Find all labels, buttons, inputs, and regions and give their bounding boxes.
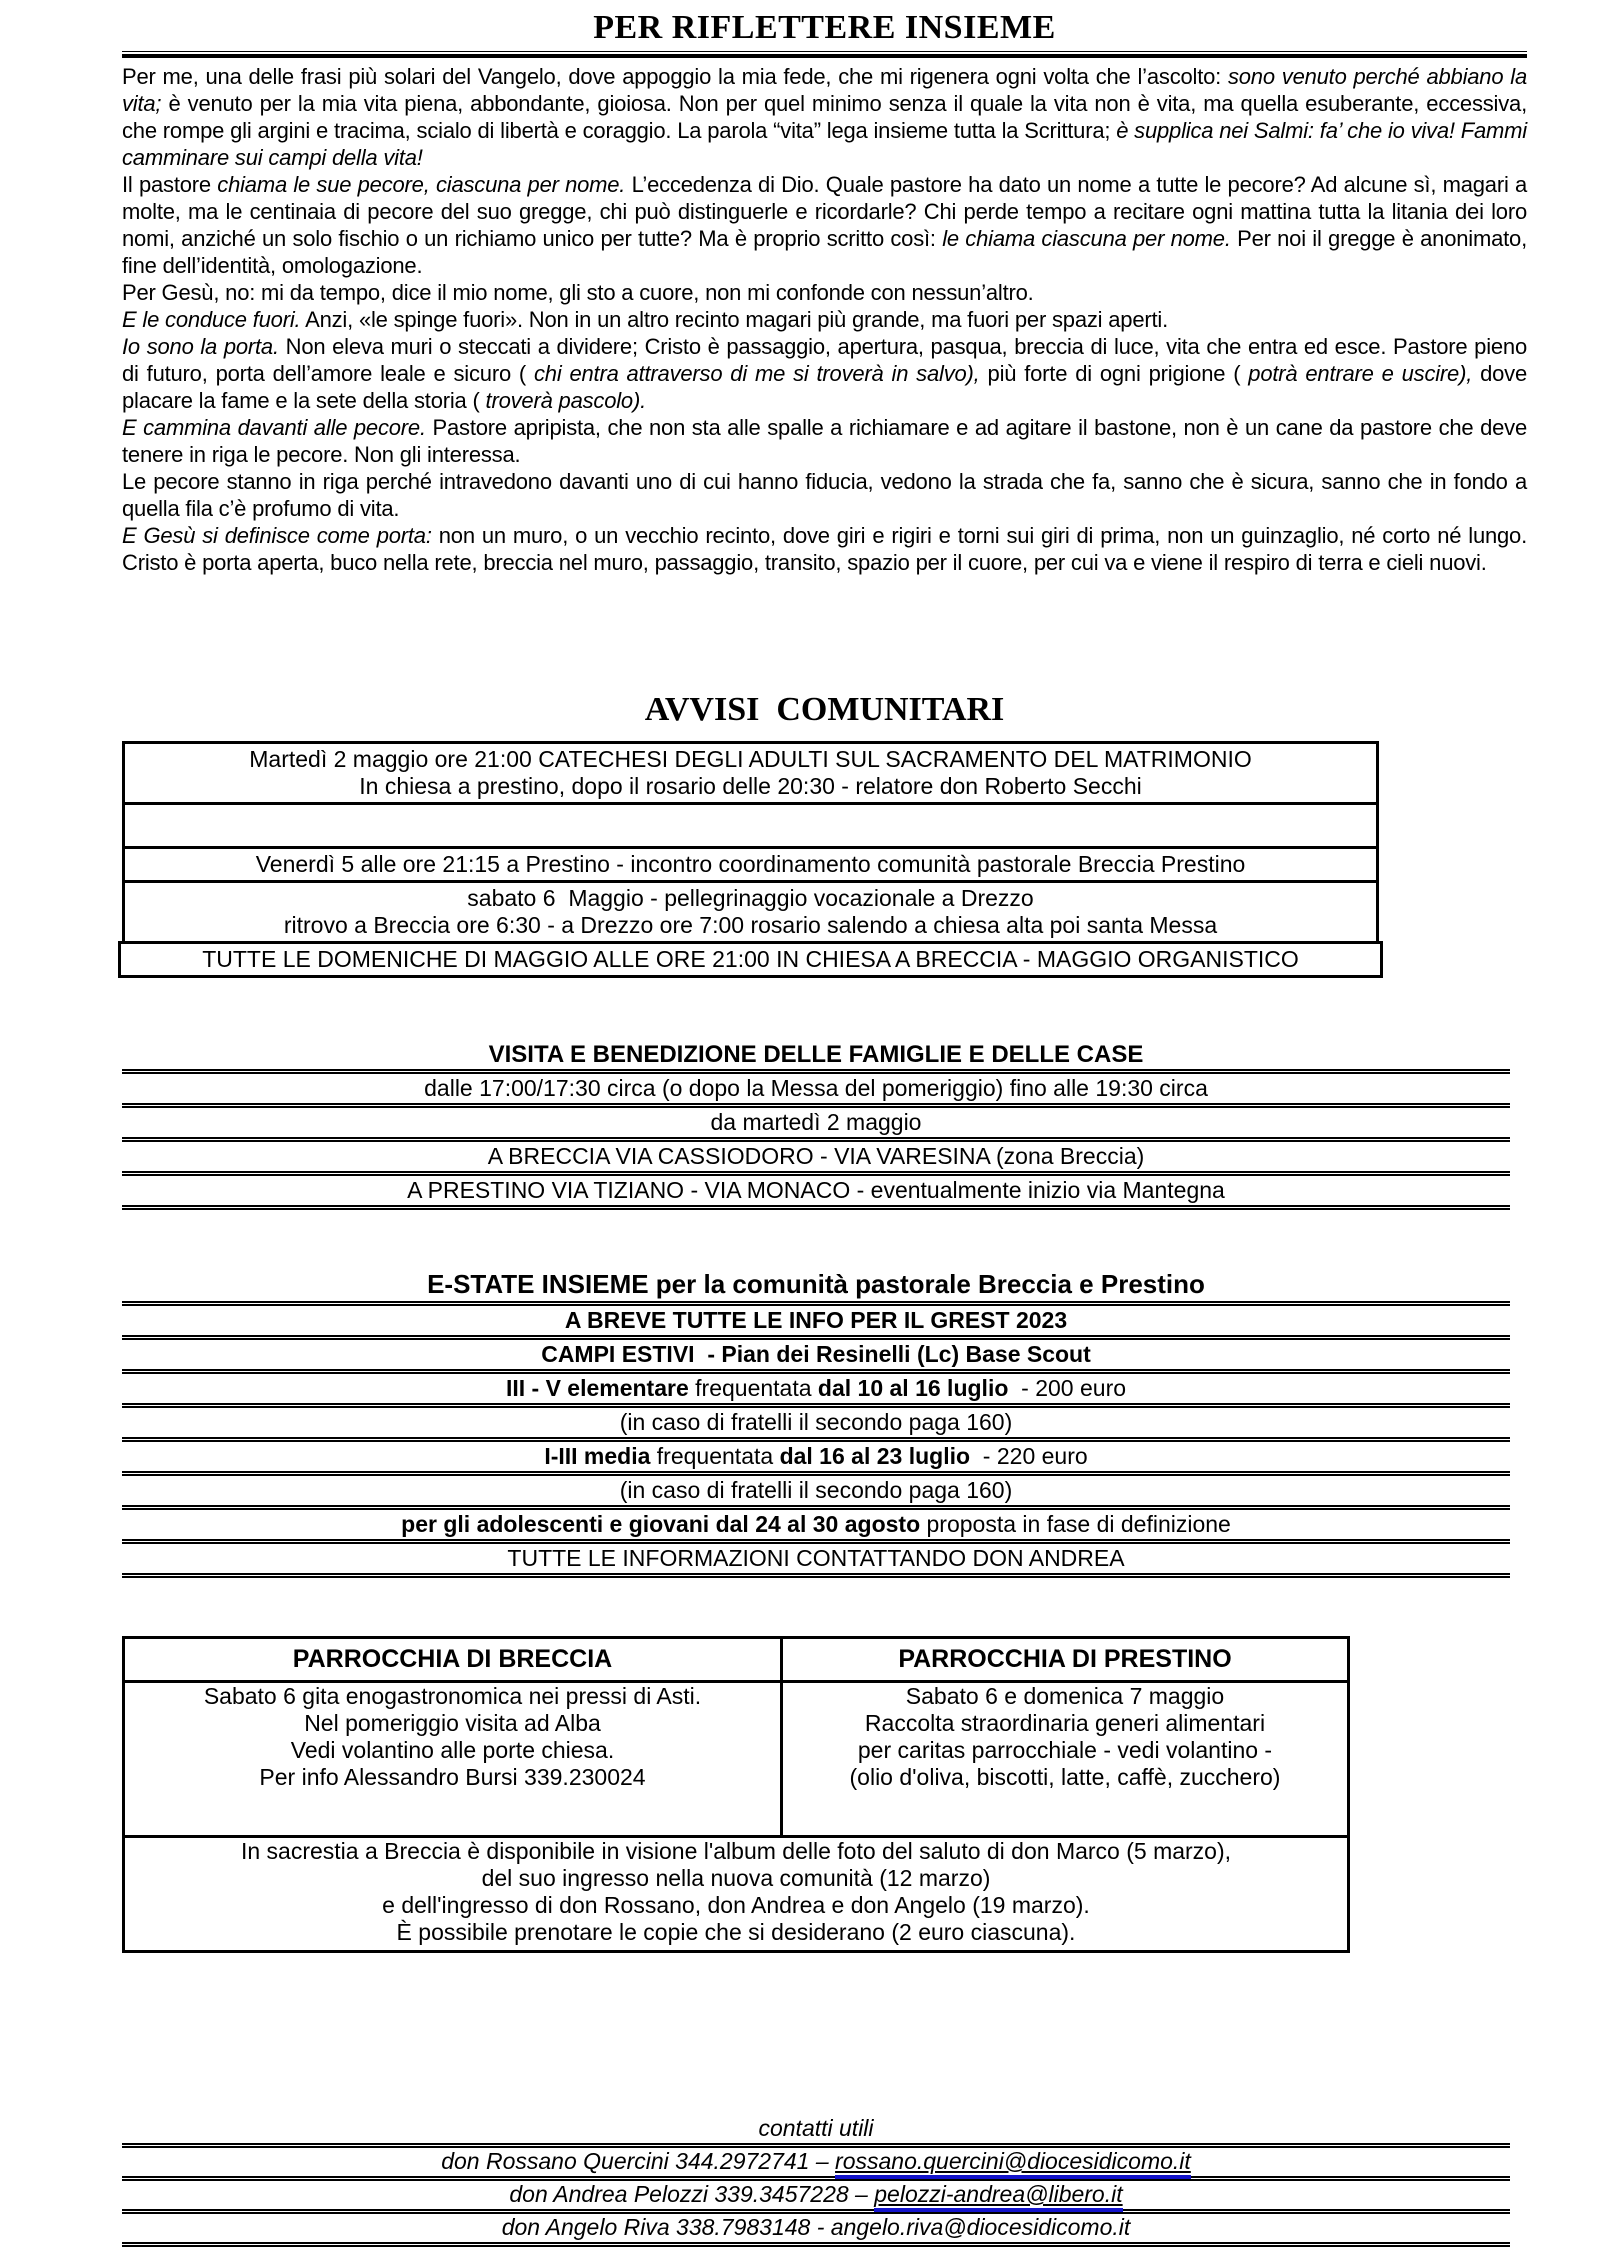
text-segment: dal 16 al 23 luglio (779, 1443, 971, 1469)
text-segment: III - V elementare (505, 1375, 689, 1401)
text-segment: Per Gesù, no: mi da tempo, dice il mio nome, gli sto a cuore, non mi confonde con nessun’altro. (122, 280, 1034, 305)
announcement-box-maggio-organistico (118, 941, 1383, 978)
text-segment: chiama le sue pecore, ciascuna per nome. (217, 172, 626, 197)
reflection-paragraph (122, 279, 1527, 306)
text-segment: più forte di ogni prigione ( (979, 361, 1249, 386)
text-segment: proposta in fase di definizione (920, 1511, 1231, 1537)
estate-row (122, 1544, 1510, 1578)
text-segment: Le pecore stanno in riga perché intravedono davanti uno di cui hanno fiducia, vedono la strada che fa, sanno che è sicura, sanno che in fondo a quella fila c’è profumo di vita. (122, 469, 1527, 521)
estate-section (122, 1268, 1510, 1578)
announcement-box-pellegrinaggio (122, 880, 1379, 944)
text-segment: E-STATE INSIEME per la comunità pastorale Breccia e Prestino (427, 1269, 1205, 1299)
cell-line: per caritas parrocchiale - vedi volantino - (857, 1737, 1273, 1763)
text-segment: chi entra attraverso di me si troverà in salvo), (534, 361, 980, 386)
text-segment: E Gesù si definisce come porta: (122, 523, 432, 548)
parish-footer-cell (124, 1837, 1349, 1952)
parish-prestino-header: PARROCCHIA DI PRESTINO (782, 1638, 1349, 1682)
text-segment: E le conduce fuori. (122, 307, 301, 332)
announcement-box-empty (122, 802, 1379, 849)
text-segment: TUTTE LE INFORMAZIONI CONTATTANDO DON ANDREA (507, 1545, 1125, 1571)
text-segment: è venuto per la mia vita piena, abbondante, gioiosa. Non per quel minimo senza il quale la vita non è vita, ma quella esuberante, eccessiva, che rompe gli argini e tracima, scialo di libertà e coraggio. La parola “vita” lega insieme tutta la Scrittura; (122, 91, 1527, 143)
parish-footer-row (124, 1837, 1349, 1952)
estate-row (122, 1306, 1510, 1340)
text-segment: Non eleva muri o steccati a dividere; Cristo è passaggio, apertura, pasqua, breccia di luce, vita che entra ed esce. Pastore pieno di futuro, porta dell’amore leale e sicuro ( (122, 334, 1528, 386)
contacts-section (122, 2115, 1510, 2247)
estate-row (122, 1408, 1510, 1442)
estate-row (122, 1442, 1510, 1476)
avvisi-section-title: AVVISI COMUNITARI (644, 691, 1005, 728)
cell-line: Sabato 6 e domenica 7 maggio (905, 1683, 1225, 1709)
text-segment: angelo.riva@diocesidicomo.it (830, 2214, 1131, 2240)
text-segment: (in caso di fratelli il secondo paga 160) (619, 1409, 1013, 1435)
cell-line: del suo ingresso nella nuova comunità (12 marzo) (481, 1865, 991, 1891)
text-segment: non un muro, o un vecchio recinto, dove giri e rigiri e torni sui giri di prima, non un guinzaglio, né corto né lungo. Cristo è porta aperta, buco nella rete, breccia nel muro, passaggio, transito, spazio per il cuore, per cui va e viene il respiro di terra e cieli nuovi. (122, 523, 1527, 575)
reflection-text (122, 63, 1527, 685)
reflection-paragraph (122, 171, 1527, 279)
parish-breccia-cell (124, 1682, 782, 1837)
announcement-line: In chiesa a prestino, dopo il rosario delle 20:30 - relatore don Roberto Secchi (359, 773, 1142, 799)
estate-row (122, 1510, 1510, 1544)
text-segment: L’eccedenza di Dio. Quale pastore ha dato un nome a tutte le pecore? Ad alcune sì, magari a molte, ma le centinaia di pecore del suo gregge, chi può distinguerle e ricordarle? Chi perde tempo a recitare ogni mattina tutta la litania dei loro nomi, anziché un solo fischio o un richiamo unico per tutte? Ma è proprio scritto così: (122, 172, 1528, 251)
announcement-line: Martedì 2 maggio ore 21:00 CATECHESI DEGLI ADULTI SUL SACRAMENTO DEL MATRIMONIO (249, 746, 1252, 772)
reflection-paragraph (122, 306, 1527, 333)
estate-title (122, 1268, 1510, 1306)
cell-line: Raccolta straordinaria generi alimentari (864, 1710, 1266, 1736)
email-link[interactable]: pelozzi-andrea@libero.it (874, 2181, 1122, 2212)
text-segment: Il pastore (122, 172, 218, 197)
text-segment: - 200 euro (1008, 1375, 1127, 1401)
text-segment: don Rossano Quercini 344.2972741 – (441, 2148, 836, 2174)
visita-title: VISITA E BENEDIZIONE DELLE FAMIGLIE E DELLE CASE (122, 1040, 1510, 1074)
text-segment: A BREVE TUTTE LE INFO PER IL GREST 2023 (564, 1307, 1068, 1333)
text-segment: dove placare la fame e la sete della storia ( (122, 361, 1527, 413)
text-segment: potrà entrare e uscire), (1248, 361, 1473, 386)
reflection-paragraph (122, 63, 1527, 171)
visita-row: da martedì 2 maggio (122, 1108, 1510, 1142)
contact-row (122, 2181, 1510, 2214)
text-segment: don Andrea Pelozzi 339.3457228 – (509, 2181, 875, 2207)
reflection-paragraph (122, 468, 1527, 522)
contact-row (122, 2148, 1510, 2181)
text-segment: CAMPI ESTIVI - Pian dei Resinelli (Lc) Base Scout (541, 1341, 1091, 1367)
parish-prestino-cell (782, 1682, 1349, 1837)
contact-row (122, 2214, 1510, 2247)
text-segment: troverà pascolo). (485, 388, 646, 413)
reflection-paragraph (122, 414, 1527, 468)
cell-line: È possibile prenotare le copie che si desiderano (2 euro ciascuna). (396, 1919, 1076, 1945)
text-segment: sono venuto perché abbiano la vita; (122, 64, 1527, 116)
reflection-paragraph (122, 522, 1527, 576)
announcement-box-coordinamento (122, 846, 1379, 883)
parish-header-row (124, 1638, 1349, 1682)
estate-row (122, 1374, 1510, 1408)
text-segment: è supplica nei Salmi: fa’ che io viva! Fammi camminare sui campi della vita! (122, 118, 1527, 170)
avvisi-boxes (122, 741, 1527, 978)
text-segment: Per me, una delle frasi più solari del Vangelo, dove appoggio la mia fede, che mi rigenera ogni volta che l’ascolto: (122, 64, 1228, 89)
text-segment: I-III media (544, 1443, 651, 1469)
cell-line: e dell'ingresso di don Rossano, don Andrea e don Angelo (19 marzo). (382, 1892, 1090, 1918)
reflection-paragraph (122, 333, 1527, 414)
announcement-line: TUTTE LE DOMENICHE DI MAGGIO ALLE ORE 21:00 IN CHIESA A BRECCIA - MAGGIO ORGANISTICO (202, 946, 1299, 972)
text-segment: le chiama ciascuna per nome. (942, 226, 1231, 251)
visita-row: A BRECCIA VIA CASSIODORO - VIA VARESINA (zona Breccia) (122, 1142, 1510, 1176)
visita-section (122, 1040, 1510, 1210)
text-segment: Anzi, «le spinge fuori». Non in un altro recinto magari più grande, ma fuori per spazi aperti. (300, 307, 1169, 332)
page-content (122, 0, 1527, 2247)
text-segment: frequentata (650, 1443, 780, 1469)
email-link[interactable]: rossano.quercini@diocesidicomo.it (835, 2148, 1191, 2179)
parish-body-row (124, 1682, 1349, 1837)
visita-row: dalle 17:00/17:30 circa (o dopo la Messa del pomeriggio) fino alle 19:30 circa (122, 1074, 1510, 1108)
cell-line: Per info Alessandro Bursi 339.230024 (259, 1764, 646, 1790)
text-segment: Io sono la porta. (122, 334, 279, 359)
cell-line: (olio d'oliva, biscotti, latte, caffè, zucchero) (849, 1764, 1281, 1790)
parish-table (122, 1636, 1350, 1953)
text-segment: per gli adolescenti e giovani dal 24 al 30 agosto (401, 1511, 921, 1537)
announcement-box-catechesi (122, 741, 1379, 805)
parish-breccia-header: PARROCCHIA DI BRECCIA (124, 1638, 782, 1682)
text-segment: frequentata (688, 1375, 818, 1401)
text-segment: - 220 euro (970, 1443, 1088, 1469)
announcement-line: ritrovo a Breccia ore 6:30 - a Drezzo ore 7:00 rosario salendo a chiesa alta poi santa Messa (283, 912, 1218, 938)
page-title: PER RIFLETTERE INSIEME (593, 9, 1056, 46)
text-segment: E cammina davanti alle pecore. (122, 415, 426, 440)
title-rule (122, 51, 1527, 58)
cell-line: Vedi volantino alle porte chiesa. (290, 1737, 615, 1763)
text-segment: Pastore apripista, che non sta alle spalle a richiamare e ad agitare il bastone, non è un cane da pastore che deve tenere in riga le pecore. Non gli interessa. (122, 415, 1528, 467)
visita-row: A PRESTINO VIA TIZIANO - VIA MONACO - eventualmente inizio via Mantegna (122, 1176, 1510, 1210)
text-segment: don Angelo Riva 338.7983148 - (501, 2214, 831, 2240)
announcement-line: sabato 6 Maggio - pellegrinaggio vocazionale a Drezzo (467, 885, 1034, 911)
cell-line: In sacrestia a Breccia è disponibile in visione l'album delle foto del saluto di don Marco (5 marzo), (240, 1838, 1232, 1864)
cell-line: Nel pomeriggio visita ad Alba (304, 1710, 601, 1736)
estate-row (122, 1476, 1510, 1510)
cell-line: Sabato 6 gita enogastronomica nei pressi di Asti. (203, 1683, 702, 1709)
text-segment: Per noi il gregge è anonimato, fine dell’identità, omologazione. (122, 226, 1527, 278)
estate-row (122, 1340, 1510, 1374)
text-segment: (in caso di fratelli il secondo paga 160) (619, 1477, 1013, 1503)
announcement-line: Venerdì 5 alle ore 21:15 a Prestino - incontro coordinamento comunità pastorale Breccia Prestino (255, 851, 1246, 877)
text-segment: dal 10 al 16 luglio (817, 1375, 1009, 1401)
contacts-title: contatti utili (122, 2115, 1510, 2148)
